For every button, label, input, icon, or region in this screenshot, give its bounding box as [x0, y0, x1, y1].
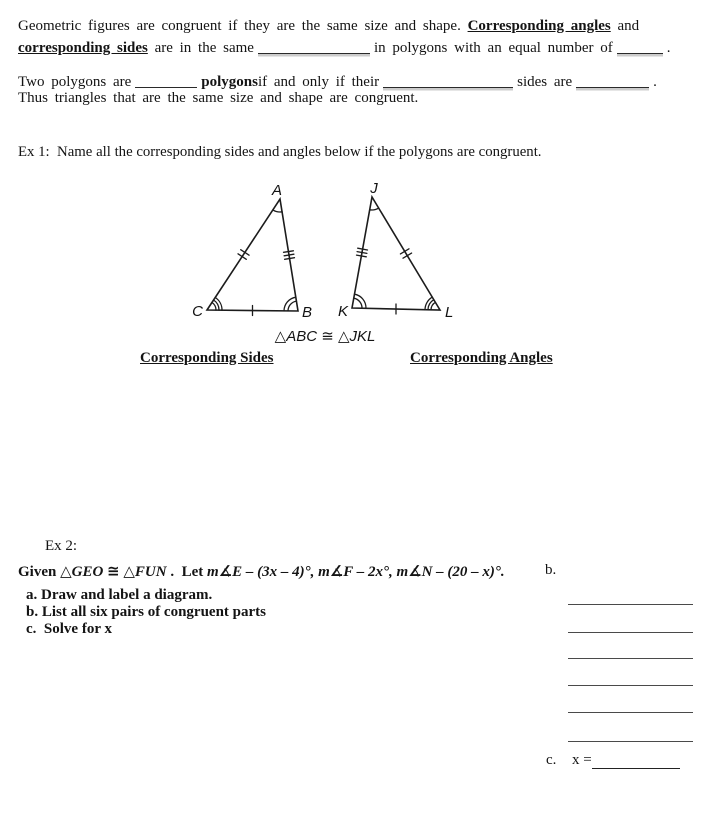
- fill-in-blank: [258, 39, 370, 54]
- ex2-item-b: b. List all six pairs of congruent parts: [26, 604, 267, 620]
- vertex-label-b: B: [302, 304, 313, 321]
- intro-text: if and only if their: [257, 74, 380, 90]
- fill-in-blank: [383, 73, 513, 88]
- corresponding-sides-header: Corresponding Sides: [140, 350, 274, 366]
- let-word: Let: [181, 564, 207, 580]
- part-c-label: c.: [546, 752, 557, 768]
- intro-text: Geometric figures are congruent if they are the same size and shape.: [18, 18, 468, 34]
- ex2-label: Ex 2:: [45, 538, 78, 554]
- vertex-label-k: K: [337, 303, 348, 320]
- answer-line: [568, 685, 693, 686]
- answer-line: [568, 658, 693, 659]
- intro-text: and: [610, 18, 640, 34]
- fill-in-blank: [576, 73, 649, 88]
- polygons-term: polygons: [201, 74, 258, 90]
- given-congruence: △GEO ≅ △FUN: [60, 564, 167, 580]
- vertex-label-j: J: [370, 180, 378, 197]
- intro-line-3: [18, 73, 657, 91]
- triangle-abc: [192, 182, 312, 321]
- fill-in-blank: [135, 73, 197, 88]
- answer-line: [568, 632, 693, 633]
- triangles-diagram: [190, 178, 460, 328]
- intro-line-1: [18, 18, 639, 35]
- ex1-title: Ex 1: Name all the corresponding sides and angles below if the polygons are congruent.: [18, 144, 542, 160]
- intro-text: Two polygons are: [18, 74, 132, 90]
- intro-text: are in the same: [147, 40, 254, 56]
- fill-in-blank: [617, 39, 663, 54]
- intro-text: in polygons with an equal number of: [373, 40, 613, 56]
- ex2-given-line: [18, 562, 505, 581]
- intro-text: .: [666, 40, 671, 56]
- part-b-label: b.: [545, 562, 557, 578]
- x-answer-line: [592, 752, 680, 769]
- given-sep: .: [166, 564, 182, 580]
- corresponding-angles-header: Corresponding Angles: [410, 350, 553, 366]
- answer-line: [568, 604, 693, 605]
- intro-line-2: [18, 39, 671, 57]
- angle-measures: m∡E – (3x – 4)°, m∡F – 2x°, m∡N – (20 – x)°.: [207, 564, 505, 580]
- intro-text: Thus triangles that are the same size and shape are congruent.: [18, 90, 419, 106]
- vertex-label-c: C: [192, 303, 203, 320]
- vertex-label-a: A: [271, 182, 283, 199]
- given-word: Given: [18, 564, 61, 580]
- triangle-jkl: [338, 180, 453, 321]
- ex2-item-c: c. Solve for x: [26, 621, 112, 637]
- congruence-statement: △ABC ≅ △JKL: [274, 328, 376, 345]
- x-equals-label: x =: [572, 752, 592, 768]
- corresponding-sides-term: corresponding sides: [18, 40, 148, 56]
- corresponding-angles-term: Corresponding angles: [467, 18, 611, 34]
- answer-line: [568, 712, 693, 713]
- intro-text: sides are: [517, 74, 573, 90]
- intro-line-4: [18, 90, 418, 107]
- answer-line: [568, 741, 693, 742]
- vertex-label-l: L: [445, 304, 454, 321]
- intro-text: .: [653, 74, 657, 90]
- ex2-item-a: a. Draw and label a diagram.: [26, 587, 213, 603]
